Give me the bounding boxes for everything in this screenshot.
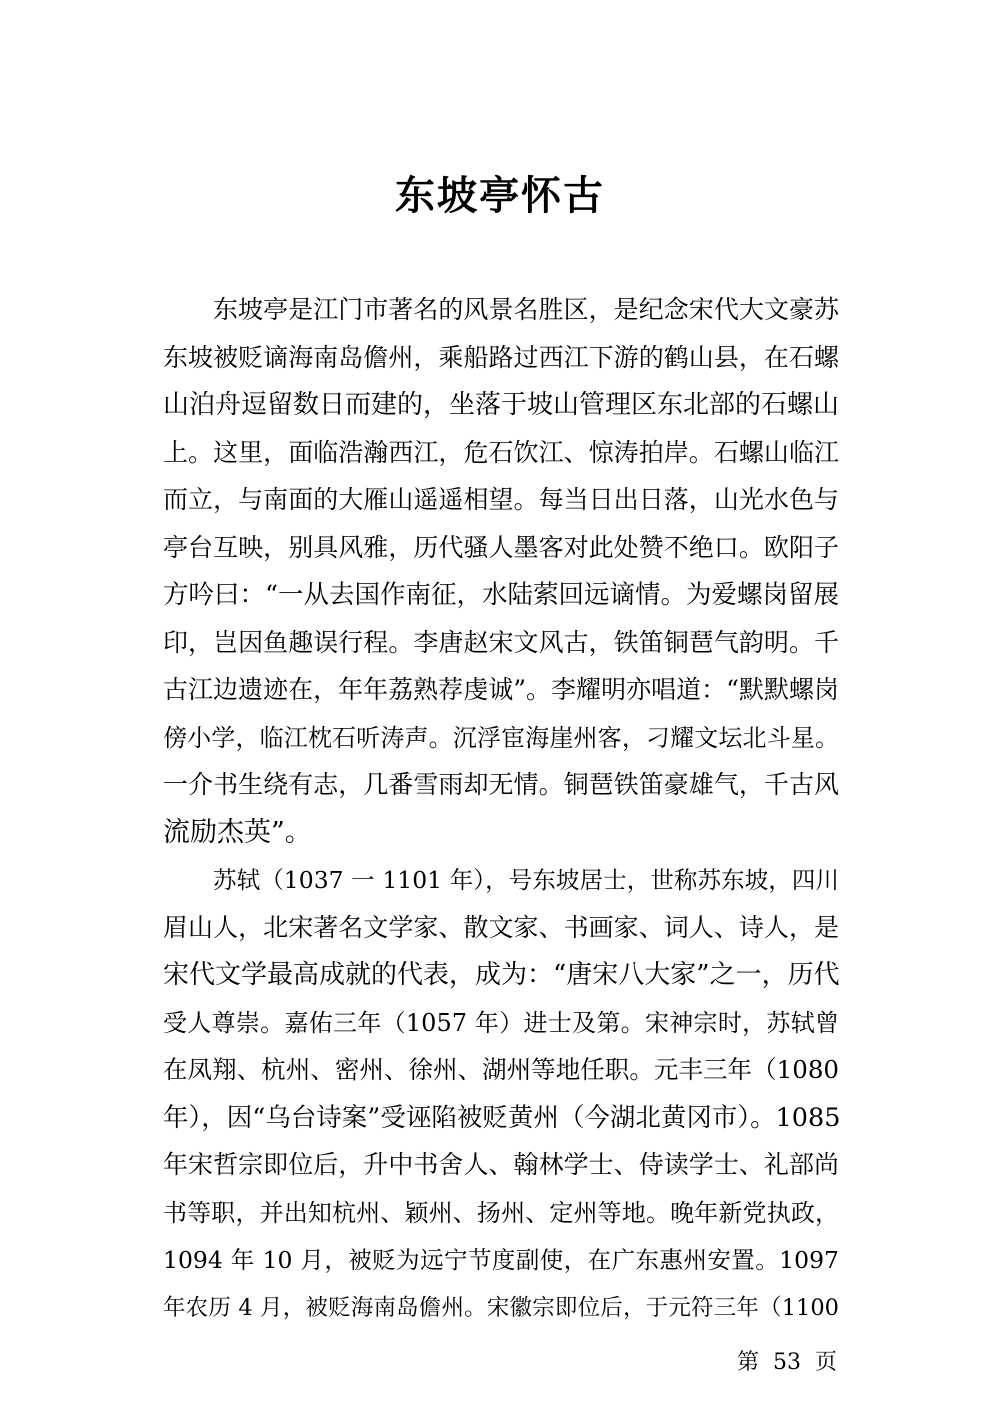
paragraph-1-line-10: 傍小学，临江枕石听涛声。沉浮宦海崖州客，刁耀文坛北斗星。 bbox=[163, 724, 839, 752]
paragraph-2-line-4: 受人尊崇。嘉佑三年（1057 年）进士及第。宋神宗时，苏轼曾 bbox=[163, 1009, 839, 1037]
paragraph-1-line-4: 上。这里，面临浩瀚西江，危石饮江、惊涛拍岸。石螺山临江 bbox=[163, 438, 839, 467]
paragraph-2-line-7: 年宋哲宗即位后，升中书舍人、翰林学士、侍读学士、礼部尚 bbox=[163, 1150, 839, 1179]
page-title: 东坡亭怀古 bbox=[395, 173, 605, 219]
paragraph-2-line-6: 年），因“乌台诗案”受诬陷被贬黄州（今湖北黄冈市）。1085 bbox=[163, 1103, 841, 1133]
paragraph-1-line-8: 印，岂因鱼趣误行程。李唐赵宋文风古，铁笛铜琶气韵明。千 bbox=[163, 628, 839, 657]
paragraph-2-line-8: 书等职，并出知杭州、颖州、扬州、定州等地。晚年新党执政， bbox=[163, 1199, 839, 1227]
paragraph-1-line-7: 方吟曰：“一从去国作南征，水陆萦回远谪情。为爱螺岗留展 bbox=[163, 580, 840, 610]
paragraph-1-line-6: 亭台互映，别具风雅，历代骚人墨客对此处赞不绝口。欧阳子 bbox=[163, 533, 839, 562]
paragraph-2-line-1: 苏轼（1037 一 1101 年），号东坡居士，世称苏东坡，四川 bbox=[213, 866, 839, 894]
paragraph-2-line-10: 年农历 4 月，被贬海南岛儋州。宋徽宗即位后，于元符三年（1100 bbox=[163, 1295, 839, 1321]
paragraph-2-line-9: 1094 年 10 月，被贬为远宁节度副使，在广东惠州安置。1097 bbox=[163, 1246, 839, 1274]
paragraph-2-line-3: 宋代文学最高成就的代表，成为：“唐宋八大家”之一，历代 bbox=[163, 960, 840, 990]
paragraph-1-line-5: 而立，与南面的大雁山遥遥相望。每当日出日落，山光水色与 bbox=[163, 485, 839, 514]
paragraph-1-line-1: 东坡亭是江门市著名的风景名胜区，是纪念宋代大文豪苏 bbox=[213, 295, 839, 324]
paragraph-2-line-5: 在凤翔、杭州、密州、徐州、湖州等地任职。元丰三年（1080 bbox=[163, 1055, 839, 1084]
paragraph-1-line-9: 古江边遗迹在，年年荔熟荐虔诚”。李耀明亦唱道：“默默螺岗 bbox=[163, 675, 839, 704]
paragraph-1-line-3: 山泊舟逗留数日而建的，坐落于坡山管理区东北部的石螺山 bbox=[163, 390, 840, 420]
paragraph-1-line-2: 东坡被贬谪海南岛儋州，乘船路过西江下游的鹤山县，在石螺 bbox=[163, 343, 839, 372]
paragraph-1-line-12: 流励杰英”。 bbox=[163, 817, 312, 848]
paragraph-2-line-2: 眉山人，北宋著名文学家、散文家、书画家、词人、诗人，是 bbox=[163, 913, 839, 942]
page-number: 第 53 页 bbox=[737, 1350, 837, 1375]
paragraph-1-line-11: 一介书生绕有志，几番雪雨却无情。铜琶铁笛豪雄气，千古风 bbox=[163, 770, 839, 799]
